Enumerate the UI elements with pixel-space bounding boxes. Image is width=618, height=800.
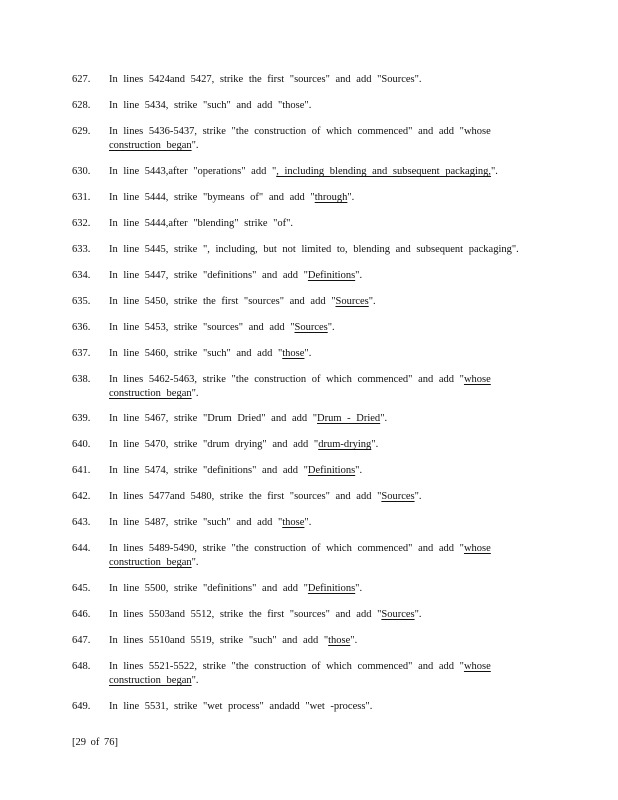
item-text: In line 5487, strike "such" and add " — [109, 517, 283, 528]
item-number: 642. — [72, 491, 91, 502]
item-number: 634. — [72, 270, 91, 281]
item-text: ". — [355, 270, 363, 281]
item-body — [109, 582, 549, 596]
item-number: 633. — [72, 244, 91, 255]
item-number: 636. — [72, 322, 91, 333]
item-body — [109, 438, 549, 452]
item-body — [109, 634, 549, 648]
item-text: In lines 5510and 5519, strike "such" and add " — [109, 635, 329, 646]
inserted-text: Definitions — [307, 270, 356, 281]
item-number: 647. — [72, 635, 91, 646]
item-body — [109, 490, 549, 504]
item-number: 637. — [72, 348, 91, 359]
item-text: In lines 5489-5490, strike "the construction of which commenced" and add " — [109, 543, 464, 554]
item-text: ". — [355, 465, 363, 476]
item-text: In line 5474, strike "definitions" and add " — [109, 465, 308, 476]
item-text: In lines 5521-5522, strike "the construction of which commenced" and add " — [109, 661, 464, 672]
item-body — [109, 125, 549, 153]
item-text: In line 5500, strike "definitions" and add " — [109, 583, 308, 594]
inserted-text: through — [314, 192, 348, 203]
item-body — [109, 464, 549, 478]
item-text: In line 5531, strike "wet process" andadd "wet -process". — [109, 701, 373, 712]
item-text: In line 5434, strike "such" and add "those". — [109, 100, 312, 111]
item-text: In lines 5424and 5427, strike the first "sources" and add " — [109, 74, 382, 85]
item-body — [109, 73, 549, 87]
item-number: 635. — [72, 296, 91, 307]
item-text: In lines 5503and 5512, strike the first "sources" and add " — [109, 609, 382, 620]
item-number: 648. — [72, 661, 91, 672]
item-number: 641. — [72, 465, 91, 476]
item-text: ". — [380, 413, 388, 424]
item-number: 638. — [72, 374, 91, 385]
inserted-text: Sources — [381, 609, 415, 620]
item-number: 643. — [72, 517, 91, 528]
item-text: In line 5467, strike "Drum Dried" and add " — [109, 413, 318, 424]
item-number: 645. — [72, 583, 91, 594]
item-number: 639. — [72, 413, 91, 424]
item-number: 632. — [72, 218, 91, 229]
item-body — [109, 243, 549, 257]
inserted-text: whose — [463, 374, 491, 385]
item-text: In line 5444, strike "bymeans of" and add " — [109, 192, 315, 203]
item-text: ". — [371, 439, 379, 450]
inserted-text: whose — [463, 543, 491, 554]
item-body — [109, 269, 549, 283]
item-body — [109, 608, 549, 622]
item-text: In lines 5477and 5480, strike the first "sources" and add " — [109, 491, 382, 502]
item-text: In line 5444,after "blending" strike "of". — [109, 218, 294, 229]
item-text: ". — [327, 322, 335, 333]
inserted-text: Drum - Dried — [317, 413, 381, 424]
item-body — [109, 217, 549, 231]
item-body — [109, 347, 549, 361]
item-text: ". — [414, 491, 422, 502]
item-text: ". — [191, 557, 199, 568]
inserted-text: whose — [463, 661, 491, 672]
item-body — [109, 99, 549, 113]
inserted-text: Sources — [294, 322, 328, 333]
item-body — [109, 321, 549, 335]
item-text: ". — [347, 192, 355, 203]
item-text: ". — [304, 517, 312, 528]
item-body — [109, 700, 549, 714]
item-number: 649. — [72, 701, 91, 712]
item-text: ". — [355, 583, 363, 594]
inserted-text: construction began — [109, 140, 192, 151]
page-footer: [29 of 76] — [72, 737, 118, 748]
item-body — [109, 542, 549, 570]
item-text: ". — [304, 348, 312, 359]
item-number: 629. — [72, 126, 91, 137]
item-text: In lines 5436-5437, strike "the construction of which commenced" and add "whose — [109, 126, 491, 137]
item-body — [109, 295, 549, 309]
inserted-text: drum-drying — [318, 439, 372, 450]
item-body — [109, 165, 549, 179]
item-body — [109, 373, 549, 401]
item-text: In line 5460, strike "such" and add " — [109, 348, 283, 359]
inserted-text: construction began — [109, 388, 192, 399]
item-text: ". — [368, 296, 376, 307]
item-text: In line 5443,after "operations" add " — [109, 166, 277, 177]
item-number: 646. — [72, 609, 91, 620]
inserted-text: , including blending and subsequent packaging, — [276, 166, 491, 177]
inserted-text: those — [282, 348, 305, 359]
item-text: ". — [414, 74, 422, 85]
inserted-text: construction began — [109, 675, 192, 686]
item-number: 631. — [72, 192, 91, 203]
item-text: ". — [414, 609, 422, 620]
item-body — [109, 412, 549, 426]
item-number: 627. — [72, 74, 91, 85]
item-text: In line 5453, strike "sources" and add " — [109, 322, 295, 333]
item-body — [109, 191, 549, 205]
inserted-text: construction began — [109, 557, 192, 568]
inserted-text: Sources — [335, 296, 369, 307]
item-text: In line 5450, strike the first "sources" and add " — [109, 296, 336, 307]
inserted-text: Definitions — [307, 465, 356, 476]
item-text: In line 5470, strike "drum drying" and add " — [109, 439, 319, 450]
inserted-text: those — [328, 635, 351, 646]
item-number: 630. — [72, 166, 91, 177]
item-text: Sources — [381, 74, 415, 85]
item-number: 628. — [72, 100, 91, 111]
item-text: ". — [191, 675, 199, 686]
inserted-text: those — [282, 517, 305, 528]
inserted-text: Definitions — [307, 583, 356, 594]
item-text: ". — [191, 140, 199, 151]
item-text: In line 5447, strike "definitions" and add " — [109, 270, 308, 281]
item-text: ". — [191, 388, 199, 399]
item-number: 644. — [72, 543, 91, 554]
item-text: In line 5445, strike ", including, but not limited to, blending and subsequent packaging". — [109, 244, 519, 255]
inserted-text: Sources — [381, 491, 415, 502]
item-body — [109, 660, 549, 688]
item-text: In lines 5462-5463, strike "the construction of which commenced" and add " — [109, 374, 464, 385]
item-text: ". — [350, 635, 358, 646]
item-body — [109, 516, 549, 530]
item-text: ". — [491, 166, 498, 177]
item-number: 640. — [72, 439, 91, 450]
